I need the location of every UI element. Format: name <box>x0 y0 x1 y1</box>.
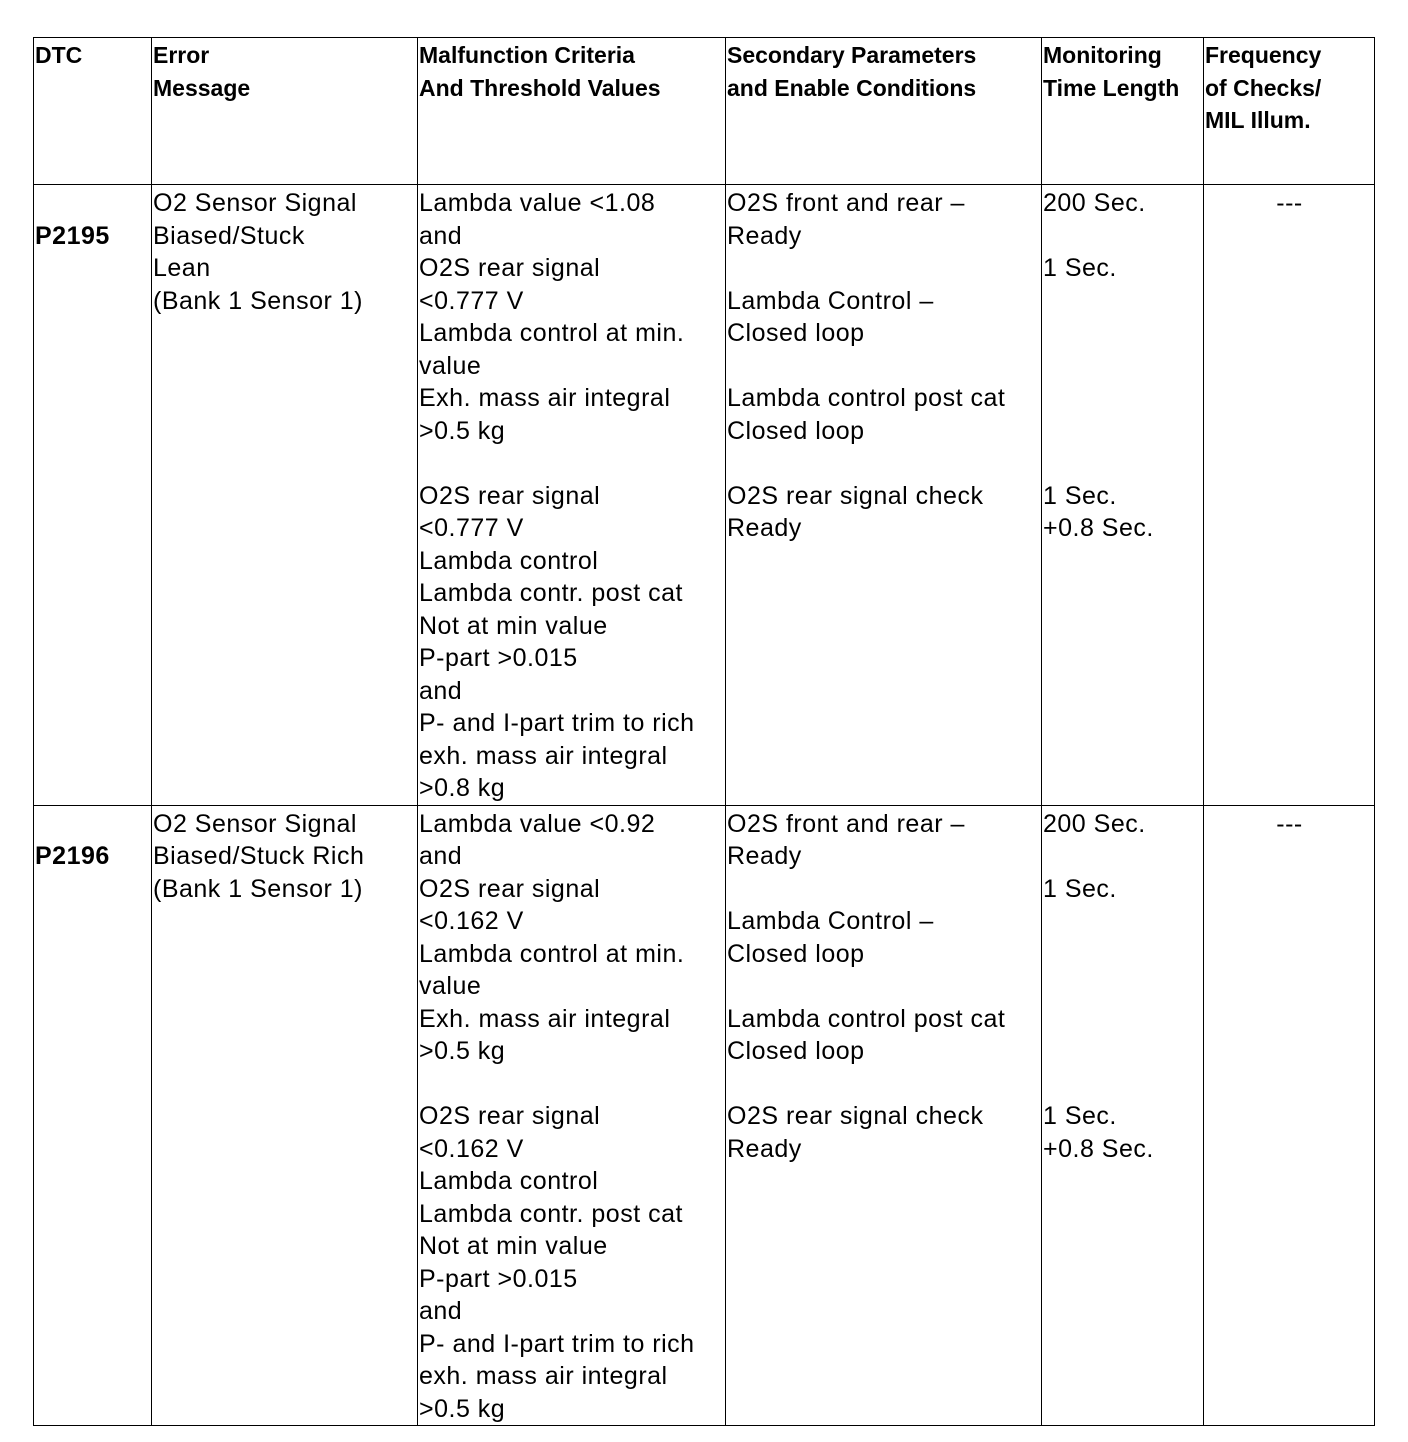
cell-line: O2S rear signal <box>419 1102 601 1130</box>
cell-line <box>1043 447 1203 480</box>
table-row <box>34 185 1375 806</box>
cell-line <box>35 187 151 220</box>
cell-line: and <box>419 221 463 250</box>
cell-line: Malfunction Criteria <box>419 42 635 68</box>
cell-line: value <box>419 972 482 1000</box>
frequency-of-checks <box>1204 185 1375 806</box>
header-dtc <box>34 38 152 185</box>
cell-line <box>1043 415 1203 448</box>
cell-line: Lambda contr. post cat <box>419 1199 683 1228</box>
cell-line: O2S rear signal check <box>727 481 984 510</box>
cell-line: Secondary Parameters <box>727 42 977 68</box>
cell-line: Lambda control <box>419 1167 599 1195</box>
cell-line: 200 Sec. <box>1043 189 1146 217</box>
cell-line <box>727 873 1041 906</box>
cell-line: of Checks/ <box>1205 74 1322 101</box>
dtc-code <box>34 805 152 1426</box>
cell-line <box>727 252 1041 285</box>
cell-line: Monitoring <box>1043 42 1162 68</box>
cell-line: Time Length <box>1043 74 1180 101</box>
cell-line: Closed loop <box>727 1037 865 1065</box>
cell-line: And Threshold Values <box>419 74 661 101</box>
cell-line: O2S rear signal <box>419 874 601 903</box>
cell-line: <0.777 V <box>419 514 524 542</box>
cell-line <box>1043 840 1203 873</box>
cell-line <box>1043 1068 1203 1101</box>
header-frequency <box>1204 38 1375 185</box>
cell-line: Biased/Stuck Rich <box>153 842 365 870</box>
cell-line <box>1043 382 1203 415</box>
cell-line: Exh. mass air integral <box>419 1004 671 1033</box>
cell-line: <0.162 V <box>419 907 524 935</box>
cell-line: Message <box>153 74 251 101</box>
cell-line: Lean <box>153 254 211 282</box>
cell-line: 1 Sec. <box>1043 254 1117 282</box>
cell-line: Closed loop <box>727 319 865 347</box>
cell-line: Closed loop <box>727 939 865 968</box>
cell-line: Lambda value <0.92 <box>419 809 656 838</box>
cell-line: P2195 <box>35 221 110 250</box>
cell-line: 1 Sec. <box>1043 1102 1117 1130</box>
cell-line: <0.777 V <box>419 286 524 315</box>
frequency-of-checks <box>1204 805 1375 1426</box>
cell-line: Lambda value <1.08 <box>419 189 656 217</box>
cell-line <box>419 1068 725 1101</box>
cell-line: Closed loop <box>727 416 865 445</box>
cell-line <box>727 970 1041 1003</box>
cell-line: +0.8 Sec. <box>1043 1134 1154 1163</box>
cell-line: Error <box>153 42 210 68</box>
header-error-message <box>152 38 418 185</box>
cell-line <box>419 447 725 480</box>
cell-line <box>1043 350 1203 383</box>
header-row <box>34 38 1375 185</box>
cell-line: P-part >0.015 <box>419 644 578 672</box>
cell-line: Lambda control at min. <box>419 939 685 968</box>
cell-line <box>1043 285 1203 318</box>
cell-line <box>1043 970 1203 1003</box>
dtc-table <box>33 37 1375 1426</box>
malfunction-criteria <box>418 185 726 806</box>
cell-line <box>727 1068 1041 1101</box>
table-row <box>34 805 1375 1426</box>
cell-line: P-part >0.015 <box>419 1264 578 1293</box>
cell-line: value <box>419 351 482 380</box>
cell-line: and Enable Conditions <box>727 74 977 101</box>
cell-line <box>1043 220 1203 253</box>
cell-line: Ready <box>727 514 802 542</box>
cell-line: O2S front and rear – <box>727 809 965 838</box>
cell-line: Lambda control <box>419 546 599 575</box>
monitoring-time <box>1042 805 1204 1426</box>
cell-line: P- and I-part trim to rich <box>419 1329 695 1358</box>
cell-line: 1 Sec. <box>1043 481 1117 510</box>
secondary-parameters <box>726 185 1042 806</box>
cell-line: P- and I-part trim to rich <box>419 709 695 737</box>
cell-line: >0.5 kg <box>419 1037 506 1065</box>
cell-line: >0.5 kg <box>419 416 506 445</box>
cell-line: O2 Sensor Signal <box>153 189 357 217</box>
cell-line <box>35 808 151 841</box>
cell-line: 1 Sec. <box>1043 874 1117 903</box>
cell-line: --- <box>1276 189 1303 217</box>
header-monitoring-time <box>1042 38 1204 185</box>
cell-line: Lambda Control – <box>727 907 934 935</box>
cell-line: Lambda control post cat <box>727 1004 1006 1033</box>
cell-line: Not at min value <box>419 1232 608 1260</box>
cell-line: O2S rear signal <box>419 481 601 510</box>
cell-line: Lambda control post cat <box>727 384 1006 412</box>
secondary-parameters <box>726 805 1042 1426</box>
cell-line: exh. mass air integral <box>419 1362 668 1390</box>
cell-line <box>1043 1035 1203 1068</box>
header-malfunction-criteria <box>418 38 726 185</box>
cell-line: >0.5 kg <box>419 1394 506 1423</box>
cell-line: O2 Sensor Signal <box>153 809 357 838</box>
cell-line <box>727 447 1041 480</box>
cell-line: and <box>419 1297 463 1325</box>
dtc-code <box>34 185 152 806</box>
cell-line: exh. mass air integral <box>419 741 668 770</box>
cell-line <box>1043 1003 1203 1036</box>
cell-line: P2196 <box>35 842 110 870</box>
cell-line: Frequency <box>1205 42 1322 68</box>
cell-line: O2S front and rear – <box>727 189 965 217</box>
error-message <box>152 185 418 806</box>
error-message <box>152 805 418 1426</box>
cell-line: >0.8 kg <box>419 774 506 802</box>
cell-line: MIL Illum. <box>1205 107 1311 133</box>
cell-line: Biased/Stuck <box>153 221 305 250</box>
cell-line: Ready <box>727 221 802 250</box>
cell-line: Ready <box>727 842 802 870</box>
cell-line: Exh. mass air integral <box>419 384 671 412</box>
cell-line: --- <box>1276 809 1303 838</box>
monitoring-time <box>1042 185 1204 806</box>
cell-line: Ready <box>727 1134 802 1163</box>
cell-line: and <box>419 842 463 870</box>
cell-line: +0.8 Sec. <box>1043 514 1154 542</box>
malfunction-criteria <box>418 805 726 1426</box>
cell-line <box>1043 938 1203 971</box>
cell-line: Lambda contr. post cat <box>419 579 683 607</box>
cell-line: Lambda control at min. <box>419 319 685 347</box>
cell-line: O2S rear signal check <box>727 1102 984 1130</box>
cell-line: Not at min value <box>419 611 608 640</box>
cell-line <box>1043 317 1203 350</box>
cell-line: Lambda Control – <box>727 286 934 315</box>
cell-line: 200 Sec. <box>1043 809 1146 838</box>
cell-line: and <box>419 676 463 705</box>
header-secondary-parameters <box>726 38 1042 185</box>
cell-line: DTC <box>35 42 83 68</box>
cell-line: <0.162 V <box>419 1134 524 1163</box>
cell-line <box>1043 905 1203 938</box>
cell-line: (Bank 1 Sensor 1) <box>153 874 363 903</box>
cell-line: (Bank 1 Sensor 1) <box>153 286 363 315</box>
cell-line <box>727 350 1041 383</box>
cell-line: O2S rear signal <box>419 254 601 282</box>
